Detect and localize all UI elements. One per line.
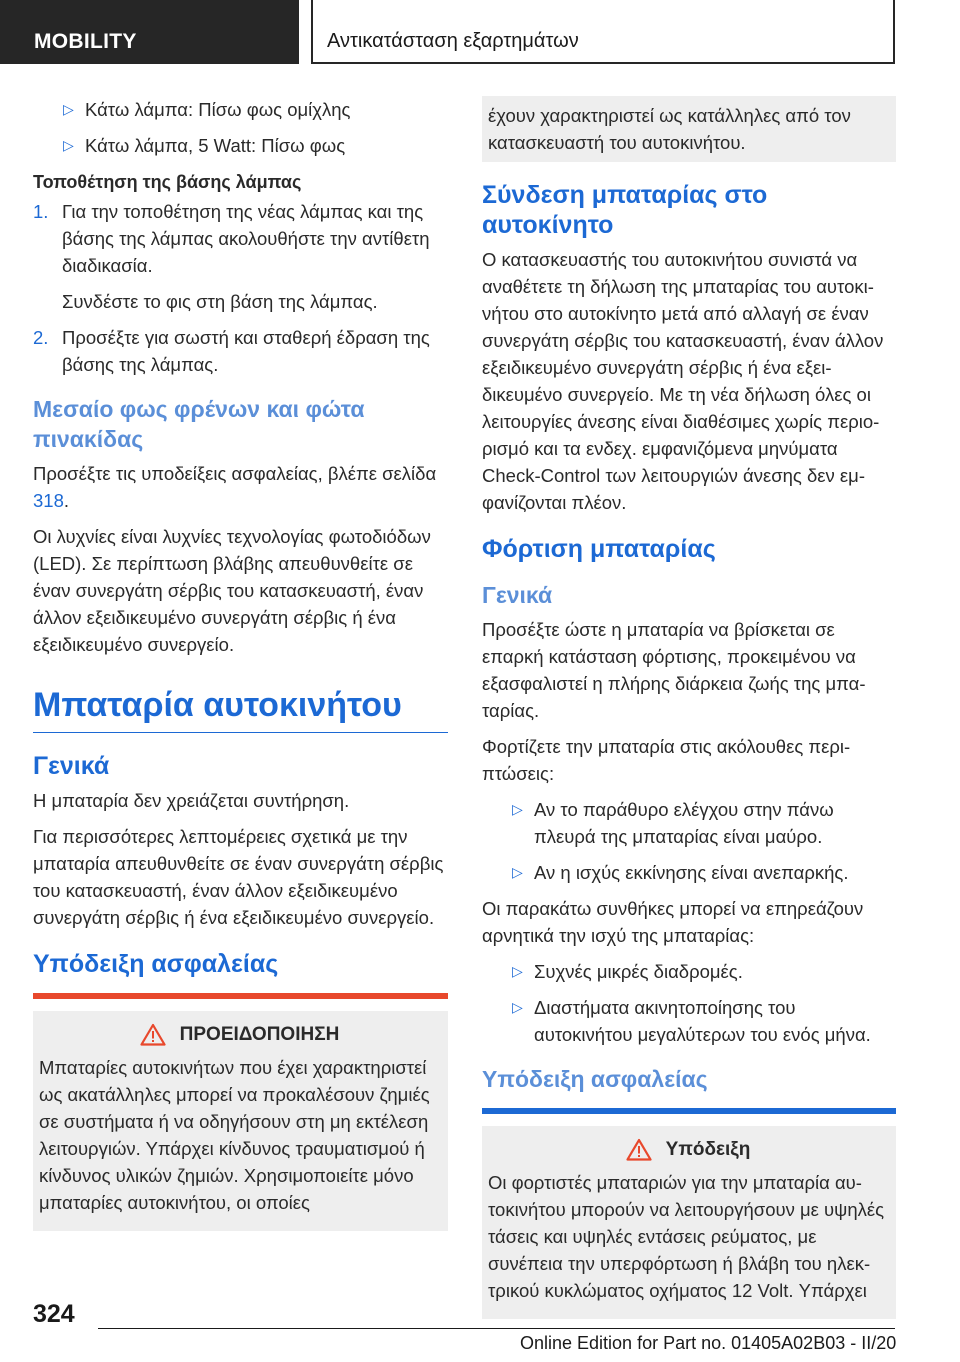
triangle-bullet-icon: ▷ [512,999,523,1015]
edition-footer: Online Edition for Part no. 01405A02B03 - II/20 [520,1333,897,1353]
list-item: ▷ Αν η ισχύς εκκίνησης είναι ανεπαρκής. [482,859,896,886]
connect-heading: Σύνδεση μπαταρίας στο αυτοκίνητο [482,181,768,239]
safety-heading: Υπόδειξη ασφαλείας [33,950,279,978]
section-title: MOBILITY [34,30,137,53]
note-text: Οι φορτιστές μπαταριών για την μπαταρία αυτοκινήτου μπορούν να λειτουργήσουν με υψηλές τάσεις και υψηλές εντάσεις ρεύματος, με συνέπεια την υπερφόρτωση ή βλάβη του ηλεκτρικού κυκλώματος οχήματος 12 Volt. Υπάρχει [488,1172,885,1301]
general-heading: Γενικά [33,752,110,780]
note-title: Υπόδειξη [665,1138,751,1160]
midlights-paragraph: Προσέξτε τις υποδείξεις ασφαλείας, βλέπε σελίδα 318. [33,463,437,511]
continued-text: έχουν χαρακτηριστεί ως κατάλληλες από τον κατασκευαστή του αυτοκινήτου. [488,105,851,153]
list-item: ▷ Συχνές μικρές διαδρομές. [482,958,896,985]
step-item: 2. Προσέξτε για σωστή και σταθερή έδραση της βάσης της λάμπας. [33,327,430,375]
triangle-bullet-icon: ▷ [512,864,523,880]
step-note: Συνδέστε το φις στη βάση της λάμπας. [62,291,378,312]
list-item: ▷ Αν το παράθυρο ελέγχου στην πάνω πλευρά της μπαταρίας είναι μαύρο. [482,796,896,850]
battery-section-title: Μπαταρία αυτοκινήτου [33,686,402,724]
mount-heading: Τοποθέτηση της βάσης λάμπας [33,172,302,192]
right-column [482,96,896,1319]
list-item: ▷ Κάτω λάμπα, 5 Watt: Πίσω φως [33,132,448,159]
section-divider [33,732,448,733]
warning-text: Μπαταρίες αυτοκινήτων που έχει χαρακτηριστεί ως ακατάλληλες μπορεί να προκαλέσουν ζημιές σε συστήματα ή να οδηγήσουν στη μη εκτέλεση λειτουργιών. Υπάρχει κίνδυνος τραυματισμού ή κίνδυνος υλικών ζημιών. Χρησιμοποιείτε μόνο μπαταρίες αυτοκινήτου, οι οποίες [39,1057,430,1213]
list-item: ▷ Διαστήματα ακινητοποίησης του αυτοκινήτου μεγαλύτερων του ενός μήνα. [482,994,896,1048]
charge-paragraph: Προσέξτε ώστε η μπαταρία να βρίσκεται σε επαρκή κατάσταση φόρτισης, προκειμένου να εξασφαλιστεί η πλήρης διάρκεια ζωής της μπαταρίας. [482,619,866,721]
left-column [33,96,448,1231]
chapter-tab [311,0,895,64]
general-paragraph: Η μπαταρία δεν χρειάζεται συντήρηση. [33,790,350,811]
page-number: 324 [33,1300,75,1328]
warning-triangle-icon [626,1138,652,1161]
led-paragraph: Οι λυχνίες είναι λυχνίες τεχνολογίας φωτοδιόδων (LED). Σε περίπτωση βλάβης απευθυνθείτε σε έναν συνεργάτη σέρβις του κατασκευαστή, έναν άλλον εξειδικευμένο συνεργάτη σέρβις ή ένα εξειδικευμένο συνεργείο. [33,526,431,655]
continued-box [482,96,896,162]
triangle-bullet-icon: ▷ [63,137,74,153]
step-item: 1. Για την τοποθέτηση της νέας λάμπας και της βάσης της λάμπας ακολουθήστε την αντίθετη διαδικασία. [33,201,430,276]
warning-triangle-icon [140,1023,166,1046]
section-tab [0,0,299,64]
page-ref-link[interactable]: 318 [33,490,64,511]
warning-bar [33,993,448,999]
midlights-heading: Μεσαίο φως φρένων και φώτα πινακίδας [33,396,365,452]
connect-paragraph: Ο κατασκευαστής του αυτοκινήτου συνιστά να αναθέτετε τη δήλωση της μπαταρίας του αυτοκινήτου στο αυτοκίνητο μετά από αλλαγή σε έναν συνεργάτη σέρβις του κατασκευαστή, έναν άλλον εξειδικευμένο συνεργάτη σέρβις ή ένα εξειδικευμένο συνεργείο. Με τη νέα δήλωση όλες οι λειτουργίες άνεσης είναι διαθέσιμες χωρίς περιορισμό και τα ενδεχ. εμφανιζόμενα μηνύματα Check-Control των λειτουργιών άνεσης δεν εμφανίζονται πλέον. [482,249,884,513]
triangle-bullet-icon: ▷ [63,101,74,117]
safety-heading: Υπόδειξη ασφαλείας [482,1066,708,1092]
general-paragraph: Για περισσότερες λεπτομέρειες σχετικά με την μπαταρία απευθυνθείτε σε έναν συνεργάτη σέρβις του κατασκευαστή, έναν άλλον εξειδικευμένο συνεργάτη σέρβις ή ένα εξειδικευμένο συνεργείο. [33,826,444,928]
warning-title: ΠΡΟΕΙΔΟΠΟΙΗΣΗ [179,1023,340,1045]
note-bar [482,1108,896,1114]
warning-box [33,1011,448,1231]
general-subheading: Γενικά [482,582,553,608]
list-item: ▷ Κάτω λάμπα: Πίσω φως ομίχλης [33,96,448,123]
charging-heading: Φόρτιση μπαταρίας [482,535,716,563]
note-box [482,1126,896,1319]
conditions-paragraph: Οι παρακάτω συνθήκες μπορεί να επηρεάζουν αρνητικά την ισχύ της μπαταρίας: [482,898,864,946]
charge-paragraph: Φορτίζετε την μπαταρία στις ακόλουθες περιπτώσεις: [482,736,851,784]
footer-divider [98,1328,895,1329]
triangle-bullet-icon: ▷ [512,801,523,817]
chapter-title: Αντικατάσταση εξαρτημάτων [327,30,579,52]
triangle-bullet-icon: ▷ [512,963,523,979]
